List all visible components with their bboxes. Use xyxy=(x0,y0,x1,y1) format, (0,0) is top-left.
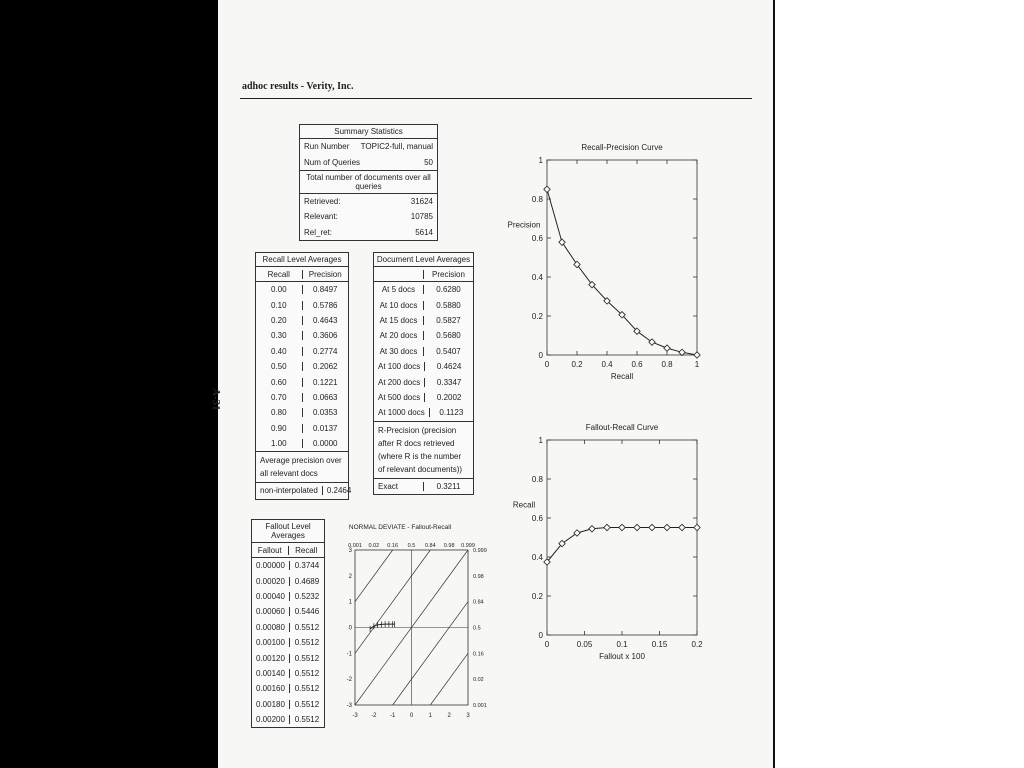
recall-level-cell: 0.4643 xyxy=(302,316,349,325)
fallout-level-row xyxy=(252,573,324,588)
fr-ytick-label: 0.4 xyxy=(531,553,543,562)
fallout-level-row xyxy=(252,666,324,681)
recall-level-cell: 0.00 xyxy=(270,285,287,295)
document-level-cell: 0.5680 xyxy=(423,331,473,340)
rp-ytick-label: 0.8 xyxy=(531,195,543,204)
fallout-level-rows xyxy=(252,558,324,727)
rp-ylabel: Precision xyxy=(507,220,541,230)
document-level-row xyxy=(374,359,473,374)
document-level-cell: 0.5880 xyxy=(423,301,473,310)
fr-xtick-label: 0.15 xyxy=(651,640,668,649)
recall-level-cell: 0.50 xyxy=(270,362,287,372)
recall-level-cell: 0.60 xyxy=(270,377,287,387)
nd-top-tick-label: 0.98 xyxy=(443,543,455,549)
recall-level-row xyxy=(256,421,348,436)
document-level-cell: At 1000 docs xyxy=(378,408,425,418)
recall-col-header: Recall xyxy=(267,269,290,279)
nd-xtick-label: 2 xyxy=(447,713,451,719)
recall-level-row xyxy=(256,328,348,343)
fallout-level-row xyxy=(252,697,324,712)
fallout-level-row xyxy=(252,635,324,650)
fr-point xyxy=(574,530,580,536)
document-level-cell: At 15 docs xyxy=(379,315,418,325)
nd-ytick-label: 3 xyxy=(348,548,352,554)
rp-point xyxy=(559,239,565,245)
fr-xtick-label: 0 xyxy=(544,640,550,649)
nd-title: NORMAL DEVIATE - Fallout-Recall xyxy=(348,524,452,531)
nd-xtick-label: -1 xyxy=(389,713,396,719)
nd-top-tick-label: 0.5 xyxy=(407,543,416,549)
fr-ytick-label: 0 xyxy=(538,631,543,640)
relevant-value: 10785 xyxy=(410,212,433,222)
nd-ytick-label: -3 xyxy=(346,703,352,709)
rprecision-note: R-Precision (precision after R docs retrieved (where R is the number of relevant documents)) xyxy=(374,421,473,478)
nd-diagonal xyxy=(355,550,393,602)
document-level-row xyxy=(374,297,473,312)
fallout-level-row xyxy=(252,681,324,696)
exact-label: Exact xyxy=(378,481,399,491)
fr-point xyxy=(664,524,670,530)
document-level-cell: 0.6280 xyxy=(423,285,473,294)
rp-xtick-label: 0.4 xyxy=(601,360,613,369)
nd-right-tick-label: 0.999 xyxy=(473,548,487,554)
fallout-level-cell: 0.00080 xyxy=(256,622,285,632)
fr-xtick-label: 0.1 xyxy=(616,640,628,649)
fallout-col-header: Fallout xyxy=(257,545,282,555)
document-level-row xyxy=(374,313,473,328)
document-level-row xyxy=(374,328,473,343)
fallout-level-cell: 0.5512 xyxy=(289,654,324,663)
recall-level-row xyxy=(256,405,348,420)
fallout-level-cell: 0.5446 xyxy=(289,607,324,616)
rp-ytick-label: 0.4 xyxy=(531,273,543,282)
document-level-row xyxy=(374,344,473,359)
total-docs-label: Total number of documents over all queries xyxy=(300,170,437,194)
fr-point xyxy=(694,524,700,530)
header-rule xyxy=(240,98,752,99)
recall-level-cell: 0.0353 xyxy=(302,408,349,417)
recall-level-table xyxy=(255,252,352,500)
recall-level-rows xyxy=(256,282,348,451)
fallout-level-row xyxy=(252,589,324,604)
fallout-level-row xyxy=(252,604,324,619)
fallout-level-cell: 0.5512 xyxy=(289,700,324,709)
fallout-level-row xyxy=(252,712,324,727)
fallout-level-cell: 0.3744 xyxy=(289,561,324,570)
nd-top-tick-label: 0.999 xyxy=(461,543,475,549)
fallout-level-cell: 0.00140 xyxy=(256,668,285,678)
rp-xtick-label: 1 xyxy=(694,360,700,369)
nd-right-tick-label: 0.98 xyxy=(473,573,484,580)
document-level-cell: At 500 docs xyxy=(378,392,421,402)
fallout-level-cell: 0.5512 xyxy=(289,669,324,678)
nd-top-tick-label: 0.02 xyxy=(368,543,380,549)
document-level-cell: At 200 docs xyxy=(378,377,421,387)
recall-level-row xyxy=(256,436,348,451)
rp-xtick-label: 0.8 xyxy=(661,360,673,369)
nd-ytick-label: -2 xyxy=(346,677,352,684)
fallout-level-cell: 0.00040 xyxy=(256,591,285,601)
fr-frame xyxy=(547,440,697,635)
recall-level-row xyxy=(256,282,348,297)
fr-point xyxy=(679,524,685,530)
document-level-cell: At 30 docs xyxy=(379,346,418,356)
retrieved-label: Retrieved: xyxy=(304,196,341,206)
document-level-row xyxy=(374,405,473,420)
nd-xtick-label: 1 xyxy=(428,713,433,719)
recall-level-cell: 0.2774 xyxy=(302,347,349,356)
fallout-level-row xyxy=(252,650,324,665)
document-level-cell: 0.3347 xyxy=(424,378,473,387)
precision-col-header: Precision xyxy=(302,270,349,279)
nd-diagonal xyxy=(355,550,430,653)
fr-ylabel: Recall xyxy=(512,500,536,510)
document-level-title: Document Level Averages xyxy=(374,253,473,267)
recall-level-cell: 1.00 xyxy=(270,439,287,449)
nd-xtick-label: 3 xyxy=(466,713,470,719)
rp-series-line xyxy=(547,189,697,355)
document-level-cell: 0.2002 xyxy=(424,393,473,402)
fallout-level-cell: 0.5512 xyxy=(289,638,324,647)
retrieved-value: 31624 xyxy=(410,196,433,206)
run-label: Run Number xyxy=(304,142,350,152)
relevant-label: Relevant: xyxy=(304,212,338,222)
document-level-cell: 0.5827 xyxy=(423,316,473,325)
rp-ytick-label: 0.6 xyxy=(531,234,543,243)
recall-level-row xyxy=(256,313,348,328)
fallout-level-row xyxy=(252,620,324,635)
recall-level-cell: 0.5786 xyxy=(302,301,349,310)
recall-level-row xyxy=(256,390,348,405)
rp-ytick-label: 0.2 xyxy=(531,312,543,321)
fallout-level-cell: 0.5512 xyxy=(289,684,324,693)
doc-precision-header: Precision xyxy=(423,270,473,279)
noninterp-value: 0.2464 xyxy=(322,486,355,495)
recall-level-cell: 0.10 xyxy=(270,300,287,310)
rp-point xyxy=(544,186,550,192)
exact-value: 0.3211 xyxy=(423,482,473,491)
document-level-cell: At 20 docs xyxy=(379,331,418,341)
fr-point xyxy=(649,524,655,530)
nd-top-tick-label: 0.16 xyxy=(387,543,399,549)
nd-ytick-label: 2 xyxy=(348,573,352,580)
document-level-cell: At 5 docs xyxy=(381,285,416,295)
nd-ytick-label: 1 xyxy=(348,599,352,606)
fallout-recall-chart xyxy=(500,418,710,673)
rp-ytick-label: 0 xyxy=(538,351,543,360)
fr-point xyxy=(619,524,625,530)
document-level-rows xyxy=(374,282,473,421)
queries-value: 50 xyxy=(424,157,433,167)
fr-ytick-label: 1 xyxy=(538,436,543,445)
fallout-level-cell: 0.4689 xyxy=(289,577,324,586)
fallout-level-cell: 0.00180 xyxy=(256,699,285,709)
nd-diagonal xyxy=(393,602,468,705)
document-level-cell: 0.4624 xyxy=(424,362,473,371)
recall-level-cell: 0.2062 xyxy=(302,362,349,371)
fr-point xyxy=(589,526,595,532)
fallout-level-cell: 0.00100 xyxy=(256,638,285,648)
document-level-row xyxy=(374,390,473,405)
nd-xtick-label: -2 xyxy=(371,713,377,719)
fr-xlabel: Fallout x 100 xyxy=(599,652,645,661)
fallout-level-cell: 0.00020 xyxy=(256,576,285,586)
recall-level-row xyxy=(256,359,348,374)
rp-title: Recall-Precision Curve xyxy=(581,143,663,152)
document-level-table xyxy=(373,252,474,495)
fr-point xyxy=(604,524,610,530)
recall-level-cell: 0.90 xyxy=(270,423,287,433)
recall-level-cell: 0.40 xyxy=(270,346,287,356)
rp-xtick-label: 0.2 xyxy=(571,360,583,369)
rp-xtick-label: 0.6 xyxy=(631,360,643,369)
page-header: adhoc results - Verity, Inc. xyxy=(242,81,354,92)
fallout-level-cell: 0.00160 xyxy=(256,684,285,694)
fallout-level-cell: 0.00060 xyxy=(256,607,285,617)
fallout-level-cell: 0.00000 xyxy=(256,561,285,571)
nd-right-tick-label: 0.16 xyxy=(473,651,484,658)
normal-deviate-chart xyxy=(335,518,495,733)
nd-top-tick-label: 0.84 xyxy=(424,543,436,549)
document-level-cell: At 100 docs xyxy=(378,362,421,372)
fallout-recall-header: Recall xyxy=(288,546,325,555)
document-level-cell: At 10 docs xyxy=(379,300,418,310)
summary-table xyxy=(299,124,438,241)
recall-level-cell: 0.0000 xyxy=(302,439,349,448)
fallout-level-cell: 0.5232 xyxy=(289,592,324,601)
relret-value: 5614 xyxy=(415,227,433,237)
nd-ytick-label: 0 xyxy=(348,625,352,632)
nd-right-tick-label: 0.5 xyxy=(473,625,481,632)
rp-frame xyxy=(547,160,697,355)
fr-ytick-label: 0.8 xyxy=(531,475,543,484)
noninterp-label: non-interpolated xyxy=(260,486,318,496)
recall-level-cell: 0.0137 xyxy=(302,424,349,433)
fallout-level-cell: 0.00120 xyxy=(256,653,285,663)
nd-right-tick-label: 0.001 xyxy=(473,703,487,709)
recall-level-cell: 0.1221 xyxy=(302,378,349,387)
document-level-row xyxy=(374,282,473,297)
fallout-level-title: Fallout Level Averages xyxy=(252,520,324,543)
fr-ytick-label: 0.6 xyxy=(531,514,543,523)
nd-top-tick-label: 0.001 xyxy=(348,543,362,549)
rp-ytick-label: 1 xyxy=(538,156,543,165)
recall-level-cell: 0.70 xyxy=(270,392,287,402)
fallout-level-cell: 0.5512 xyxy=(289,623,324,632)
nd-right-tick-label: 0.84 xyxy=(473,599,484,606)
document-level-cell: 0.5407 xyxy=(423,347,473,356)
rp-point xyxy=(694,352,700,358)
run-value: TOPIC2-full, manual xyxy=(360,142,433,152)
summary-title: Summary Statistics xyxy=(300,125,437,139)
fr-xtick-label: 0.2 xyxy=(691,640,703,649)
rp-xtick-label: 0 xyxy=(544,360,550,369)
fr-point xyxy=(634,524,640,530)
avg-precision-label: Average precision over all relevant docs xyxy=(256,451,348,482)
fallout-level-cell: 0.00200 xyxy=(256,715,285,725)
document-level-row xyxy=(374,374,473,389)
rp-point xyxy=(664,345,670,351)
recall-level-cell: 0.8497 xyxy=(302,285,349,294)
fr-xtick-label: 0.05 xyxy=(576,640,593,649)
nd-diagonal xyxy=(430,653,468,705)
fallout-level-row xyxy=(252,558,324,573)
fr-series-line xyxy=(547,528,697,563)
nd-ytick-label: -1 xyxy=(346,651,352,658)
nd-xtick-label: 0 xyxy=(409,713,414,719)
recall-level-row xyxy=(256,297,348,312)
queries-label: Num of Queries xyxy=(304,157,361,167)
recall-precision-chart xyxy=(500,138,710,393)
nd-xtick-label: -3 xyxy=(352,713,358,719)
recall-level-cell: 0.0663 xyxy=(302,393,349,402)
fallout-level-table xyxy=(251,519,325,728)
rp-point xyxy=(679,349,685,355)
recall-level-title: Recall Level Averages xyxy=(256,253,348,267)
page-number: A-31 xyxy=(210,388,222,411)
recall-level-row xyxy=(256,344,348,359)
recall-level-cell: 0.30 xyxy=(270,331,287,341)
right-margin xyxy=(775,0,1024,768)
recall-level-row xyxy=(256,374,348,389)
rp-point xyxy=(649,339,655,345)
fallout-level-cell: 0.5512 xyxy=(289,715,324,724)
fr-title: Fallout-Recall Curve xyxy=(585,423,659,432)
recall-level-cell: 0.3606 xyxy=(302,331,349,340)
recall-level-cell: 0.80 xyxy=(270,408,287,418)
recall-level-cell: 0.20 xyxy=(270,315,287,325)
rp-xlabel: Recall xyxy=(610,372,634,381)
document-level-cell: 0.1123 xyxy=(429,408,473,417)
relret-label: Rel_ret: xyxy=(304,227,333,237)
nd-right-tick-label: 0.02 xyxy=(473,677,484,684)
fr-ytick-label: 0.2 xyxy=(531,592,543,601)
